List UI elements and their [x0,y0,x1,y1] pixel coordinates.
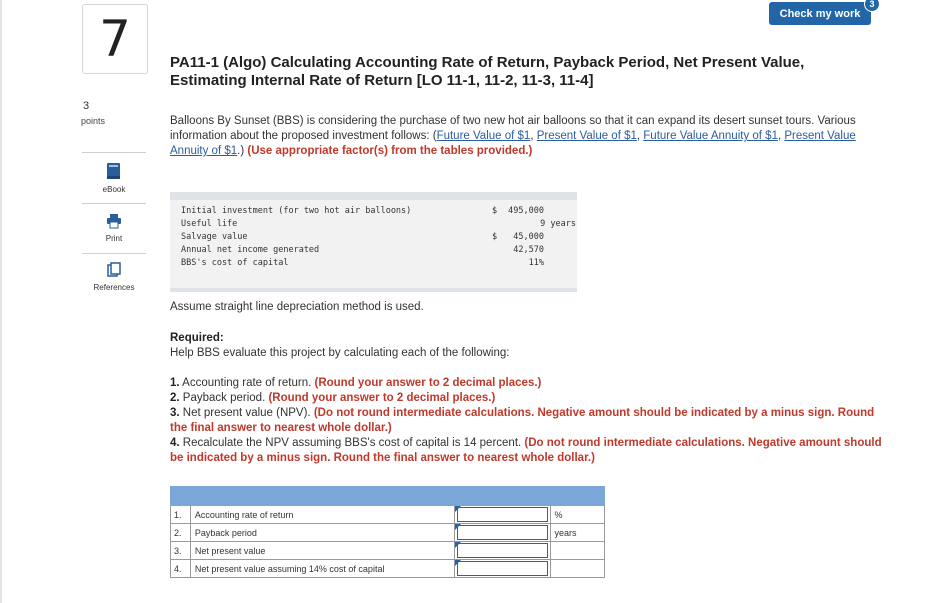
answer-input-field[interactable] [457,507,548,522]
required-heading: Required: [170,332,224,344]
info-label: Annual net income generated [181,245,320,255]
answer-row-num: 1. [171,506,191,524]
required-item-num: 3. [170,407,180,419]
ebook-button[interactable] [82,152,146,208]
input-corner-marker [455,560,461,566]
required-help: Help BBS evaluate this project by calculating each of the following: [170,347,510,359]
required-item [170,391,886,406]
npv-input[interactable] [455,542,551,560]
required-item-note: (Round your answer to 2 decimal places.) [268,392,496,404]
answer-input-field[interactable] [457,543,548,558]
required-item-num: 2. [170,392,180,404]
accounting-rate-input[interactable] [455,506,551,524]
references-button[interactable] [82,253,146,302]
answer-row-num: 2. [171,524,191,542]
problem-intro: Balloons By Sunset (BBS) is considering the purchase of two new hot air balloons so that it can expand its desert sunset tours. Various information about the proposed investment follows: (Future Value of $1, Present Value of $1, Future Value Annuity of $1, Present Value Annuity of $1.) (Use appropriate factor(s) from the tables provided.) [170,115,856,157]
question-number: 7 [82,4,148,74]
answer-row [171,506,605,524]
required-item-note: (Do not round intermediate calculations. Negative amount should be indicated by a minus sign. Round the final answer to nearest whole dollar.) [170,437,882,464]
input-corner-marker [455,524,461,530]
points-value: 3 [83,100,90,112]
ebook-label: eBook [102,185,126,194]
check-count-badge: 3 [864,0,880,12]
answer-row-unit: % [551,506,605,524]
points-label: points [81,116,106,126]
print-label: Print [105,234,123,243]
required-item-text: Recalculate the NPV assuming BBS's cost of capital is 14 percent. [182,437,522,449]
info-label: Useful life [181,219,238,229]
info-value: 495,000 [508,206,544,216]
info-row [170,245,577,257]
references-icon [106,262,122,278]
input-corner-marker [455,506,461,512]
answer-table [170,486,605,578]
info-label: Initial investment (for two hot air balloons) [181,206,412,216]
info-value: 45,000 [513,232,544,242]
required-item-num: 1. [170,377,180,389]
problem-title: PA11-1 (Algo) Calculating Accounting Rate of Return, Payback Period, Net Present Value, Estimating Internal Rate of Return [LO 11-1, 11-2, 11-3, 11-4] [170,54,805,89]
references-label: References [93,283,135,292]
answer-row-label: Payback period [190,524,454,542]
answer-row [171,560,605,578]
required-item [170,406,886,436]
link-future-value-annuity[interactable]: Future Value Annuity of $1 [643,130,778,142]
investment-info-table [170,192,577,292]
answer-row-label: Accounting rate of return [190,506,454,524]
info-value: 42,570 [513,245,544,255]
required-item-note: (Round your answer to 2 decimal places.) [314,377,542,389]
input-corner-marker [455,542,461,548]
required-item [170,436,886,466]
answer-row-num: 3. [171,542,191,560]
answer-row-label: Net present value assuming 14% cost of capital [190,560,454,578]
payback-period-input[interactable] [455,524,551,542]
check-my-work-button[interactable]: Check my work [769,2,871,25]
answer-row-unit [551,560,605,578]
answer-row-num: 4. [171,560,191,578]
required-item-note: (Do not round intermediate calculations. Negative amount should be indicated by a minus sign. Round the final answer to nearest whole dollar.) [170,407,875,434]
required-list [170,376,886,466]
left-edge-rule [0,0,2,603]
info-row [170,219,577,231]
intro-text: Balloons By Sunset (BBS) is considering the purchase of two new hot air balloons so that it can expand its desert sunset tours. Various information about the proposed investment follows: ( [170,115,856,142]
required-item-text: Accounting rate of return. [182,377,312,389]
link-present-value[interactable]: Present Value of $1 [536,130,637,142]
info-label: Salvage value [181,232,248,242]
answer-input-field[interactable] [457,561,548,576]
answer-row-unit [551,542,605,560]
link-present-value-annuity[interactable]: Present Value Annuity of $1 [170,130,856,157]
link-future-value[interactable]: Future Value of $1 [436,130,531,142]
answer-input-field[interactable] [457,525,548,540]
answer-row-label: Net present value [190,542,454,560]
info-currency: $ [492,206,498,216]
info-currency: $ [492,232,498,242]
print-button[interactable] [82,203,146,259]
info-row [170,258,577,270]
assumption-text: Assume straight line depreciation method is used. [170,301,424,313]
required-item [170,376,886,391]
answer-row [171,524,605,542]
required-item-text: Payback period. [182,392,266,404]
npv-14-percent-input[interactable] [455,560,551,578]
info-value: 9 years [540,219,576,229]
required-item-num: 4. [170,437,180,449]
book-icon [106,162,122,180]
required-item-text: Net present value (NPV). [182,407,311,419]
intro-instruction: (Use appropriate factor(s) from the tables provided.) [247,145,533,157]
info-value: 11% [528,258,544,268]
answer-row [171,542,605,560]
info-label: BBS's cost of capital [181,258,289,268]
answer-table-header [171,487,605,506]
intro-close: .) [237,145,245,157]
info-row [170,232,577,244]
answer-row-unit: years [551,524,605,542]
printer-icon [106,213,122,229]
info-row [170,206,577,218]
